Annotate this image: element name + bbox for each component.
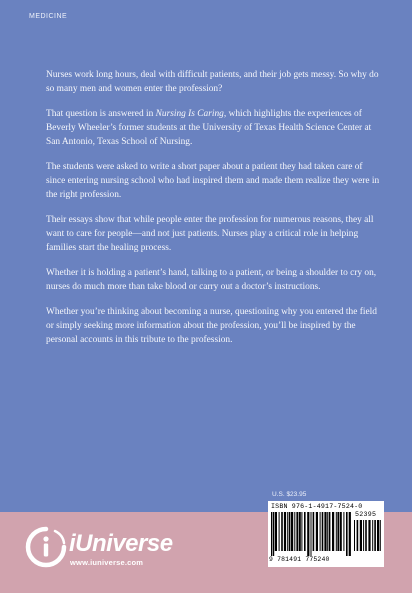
- barcode-bar: [273, 512, 275, 556]
- category-label: MEDICINE: [29, 13, 68, 20]
- blurb-paragraph-1: Nurses work long hours, deal with difficult patients, and their job gets messy. So why do so many men and women enter the profession?: [46, 70, 379, 94]
- price-barcode-bars: [354, 520, 381, 556]
- blurb-paragraph-6: Whether you’re thinking about becoming a nurse, questioning why you entered the field or simply seeking more information about the profession, you’ll be inspired by the personal accounts in this tribute to the profession.: [46, 307, 377, 345]
- barcode-bar: [372, 520, 373, 551]
- blurb-paragraph-3: The students were asked to write a short paper about a patient they had taken care of since entering nursing school who had inspired them and made them realize they were in the right profession.: [46, 162, 380, 200]
- barcode-bar: [368, 520, 370, 551]
- barcode-bar: [336, 512, 337, 551]
- barcode-bar: [313, 512, 315, 551]
- barcode-bar: [291, 512, 293, 551]
- barcode-bar: [374, 520, 376, 551]
- barcode-bar: [271, 512, 272, 556]
- barcode-bar: [360, 520, 362, 551]
- price-code: 52395: [355, 511, 377, 518]
- barcode-bar: [327, 512, 328, 551]
- barcode-bar: [287, 512, 288, 551]
- barcode-bar: [337, 512, 339, 551]
- barcode-bar: [332, 512, 334, 551]
- barcode-bar: [279, 512, 280, 551]
- barcode-bar: [311, 512, 312, 556]
- barcode-bar: [377, 520, 379, 551]
- barcode-bar: [294, 512, 295, 551]
- barcode-bar: [307, 512, 309, 556]
- blurb-paragraph-4: Their essays show that while people enter the profession for numerous reasons, they all want to care for people—and not just patients. Nurses play a critical role in helping families start the healing process.: [46, 215, 374, 253]
- iuniverse-logo-icon: [25, 526, 67, 568]
- barcode-bar: [304, 512, 306, 551]
- barcode-bar: [301, 512, 302, 551]
- barcode-bar: [320, 512, 321, 551]
- publisher-url[interactable]: www.iuniverse.com: [70, 558, 144, 567]
- barcode-bar: [380, 520, 381, 551]
- barcode-bar: [284, 512, 286, 551]
- barcode-bar: [349, 512, 351, 556]
- barcode-bar: [363, 520, 364, 551]
- barcode-bar: [296, 512, 298, 551]
- blurb-paragraph-2-start: That question is answered in: [46, 109, 156, 119]
- barcode-bar: [316, 512, 318, 551]
- barcode-bar: [346, 512, 348, 556]
- barcode-bar: [357, 520, 359, 551]
- barcode-bar: [275, 512, 277, 551]
- barcode-bar: [365, 520, 367, 551]
- back-cover-blurb: [46, 68, 382, 358]
- isbn-barcode: [268, 501, 384, 567]
- publisher-name: iUniverse: [69, 530, 173, 557]
- barcode-bar: [343, 512, 344, 551]
- ean-barcode-bars: [271, 512, 351, 556]
- barcode-bar: [322, 512, 324, 551]
- barcode-bar: [324, 512, 326, 551]
- ean-digits: 9 781491 775240: [269, 556, 330, 563]
- isbn-number: ISBN 976-1-4917-7524-0: [271, 503, 363, 510]
- barcode-bar: [299, 512, 301, 551]
- barcode-bar: [329, 512, 331, 551]
- barcode-bar: [340, 512, 342, 551]
- barcode-bar: [289, 512, 291, 551]
- price-label: U.S. $23.95: [272, 491, 307, 498]
- barcode-bar: [354, 520, 355, 551]
- blurb-paragraph-2-end: , which highlights the experiences of Beverly Wheeler’s former students at the University of Texas Health Science Center at San Antonio, Texas School of Nursing.: [46, 109, 372, 147]
- book-title: Nursing Is Caring: [155, 109, 224, 119]
- blurb-paragraph-5: Whether it is holding a patient’s hand, talking to a patient, or being a shoulder to cry on, nurses do much more than take blood or carry out a doctor’s instructions.: [46, 268, 377, 292]
- barcode-bar: [281, 512, 283, 551]
- blurb-paragraph-2: [46, 107, 382, 149]
